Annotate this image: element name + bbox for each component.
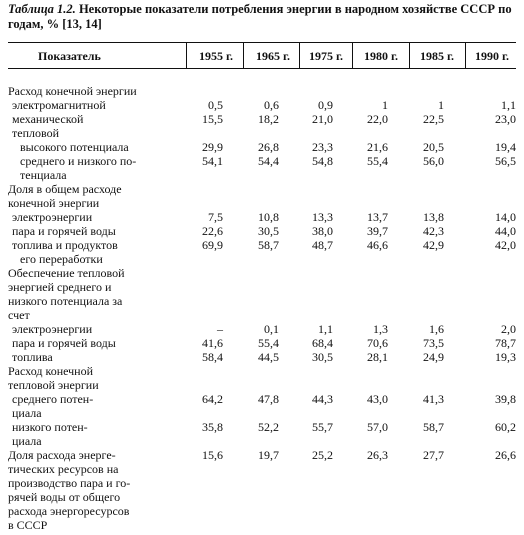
table-row	[8, 476, 518, 490]
row-label: низкого потенциала за	[8, 294, 123, 308]
header-divider	[186, 43, 187, 68]
row-label: циала	[12, 406, 42, 420]
row-label: Доля в общем расходе	[8, 182, 122, 196]
row-label: Доля расхода энерге-	[8, 448, 116, 462]
row-label: пара и горячей воды	[12, 224, 116, 238]
value-cell: 69,9	[202, 238, 223, 252]
value-cell: 29,9	[202, 140, 223, 154]
table-row	[8, 112, 518, 126]
header-year: 1985 г.	[419, 49, 455, 63]
table-row	[8, 196, 518, 210]
value-cell: 44,0	[495, 224, 516, 238]
value-cell: 68,4	[312, 336, 333, 350]
header-indicator: Показатель	[38, 49, 101, 63]
value-cell: 22,5	[423, 112, 444, 126]
row-label: электромагнитной	[12, 98, 106, 112]
value-cell: 55,7	[312, 420, 333, 434]
header-divider	[352, 43, 353, 68]
value-cell: 46,6	[367, 238, 388, 252]
table-row	[8, 364, 518, 378]
row-label: механической	[12, 112, 84, 126]
value-cell: 41,6	[202, 336, 223, 350]
table-row	[8, 350, 518, 364]
table-row	[8, 140, 518, 154]
value-cell: 19,7	[258, 448, 279, 462]
value-cell: 10,8	[258, 210, 279, 224]
row-label: низкого потен-	[12, 420, 88, 434]
table-row	[8, 490, 518, 504]
caption-text: Некоторые показатели потребления энергии в народном хозяйстве СССР по годам, % [13, 14]	[8, 2, 512, 31]
table-row	[8, 378, 518, 392]
value-cell: 1	[438, 98, 444, 112]
value-cell: 55,4	[258, 336, 279, 350]
value-cell: 0,1	[264, 322, 279, 336]
value-cell: 56,5	[495, 154, 516, 168]
value-cell: 18,2	[258, 112, 279, 126]
table-row	[8, 168, 518, 182]
table-row	[8, 182, 518, 196]
row-label: рячей воды от общего	[8, 490, 121, 504]
value-cell: 23,3	[312, 140, 333, 154]
value-cell: 26,6	[495, 448, 516, 462]
table-row	[8, 84, 518, 98]
row-label: тенциала	[20, 168, 67, 182]
value-cell: 23,0	[495, 112, 516, 126]
row-label: Расход конечной энергии	[8, 84, 137, 98]
value-cell: 22,6	[202, 224, 223, 238]
table-row	[8, 406, 518, 420]
value-cell: 42,0	[495, 238, 516, 252]
row-label: пара и горячей воды	[12, 336, 116, 350]
value-cell: 27,7	[423, 448, 444, 462]
value-cell: 30,5	[312, 350, 333, 364]
value-cell: 41,3	[423, 392, 444, 406]
table-row	[8, 392, 518, 406]
value-cell: 0,5	[208, 98, 223, 112]
value-cell: 30,5	[258, 224, 279, 238]
row-label: тепловой энергии	[8, 378, 99, 392]
row-label: расхода энергоресурсов	[8, 504, 130, 518]
value-cell: 22,0	[367, 112, 388, 126]
value-cell: 39,7	[367, 224, 388, 238]
header-divider	[243, 43, 244, 68]
table-row	[8, 322, 518, 336]
table-row	[8, 238, 518, 252]
table-row	[8, 98, 518, 112]
table-row	[8, 504, 518, 518]
table-row	[8, 518, 518, 532]
row-label: энергией среднего и	[8, 280, 112, 294]
value-cell: 70,6	[367, 336, 388, 350]
table-row	[8, 420, 518, 434]
header-year: 1980 г.	[363, 49, 399, 63]
row-label: электроэнергии	[12, 210, 93, 224]
value-cell: 1,1	[501, 98, 516, 112]
value-cell: 19,3	[495, 350, 516, 364]
value-cell: –	[217, 322, 223, 336]
value-cell: 1,6	[429, 322, 444, 336]
value-cell: 47,8	[258, 392, 279, 406]
value-cell: 13,7	[367, 210, 388, 224]
value-cell: 1,1	[318, 322, 333, 336]
header-year: 1965 г.	[255, 49, 291, 63]
header-top-rule	[8, 42, 516, 43]
value-cell: 58,7	[258, 238, 279, 252]
value-cell: 21,6	[367, 140, 388, 154]
row-label: его переработки	[20, 252, 103, 266]
value-cell: 52,2	[258, 420, 279, 434]
table-row	[8, 280, 518, 294]
value-cell: 15,5	[202, 112, 223, 126]
value-cell: 64,2	[202, 392, 223, 406]
value-cell: 13,3	[312, 210, 333, 224]
row-label: электроэнергии	[12, 322, 93, 336]
header-year: 1955 г.	[198, 49, 234, 63]
value-cell: 58,4	[202, 350, 223, 364]
value-cell: 57,0	[367, 420, 388, 434]
value-cell: 13,8	[423, 210, 444, 224]
value-cell: 26,8	[258, 140, 279, 154]
value-cell: 73,5	[423, 336, 444, 350]
row-label: циала	[12, 434, 42, 448]
value-cell: 44,3	[312, 392, 333, 406]
value-cell: 42,3	[423, 224, 444, 238]
table-row	[8, 294, 518, 308]
table-row	[8, 154, 518, 168]
value-cell: 58,7	[423, 420, 444, 434]
value-cell: 60,2	[495, 420, 516, 434]
value-cell: 28,1	[367, 350, 388, 364]
value-cell: 19,4	[495, 140, 516, 154]
row-label: производство пара и го-	[8, 476, 131, 490]
value-cell: 20,5	[423, 140, 444, 154]
caption-label: Таблица 1.2.	[8, 2, 76, 16]
row-label: Обеспечение тепловой	[8, 266, 125, 280]
header-year: 1990 г.	[474, 49, 510, 63]
value-cell: 56,0	[423, 154, 444, 168]
table-row	[8, 308, 518, 322]
value-cell: 14,0	[495, 210, 516, 224]
value-cell: 78,7	[495, 336, 516, 350]
value-cell: 44,5	[258, 350, 279, 364]
value-cell: 1,3	[373, 322, 388, 336]
table-caption	[8, 2, 516, 32]
row-label: конечной энергии	[8, 196, 100, 210]
row-label: счет	[8, 308, 30, 322]
value-cell: 42,9	[423, 238, 444, 252]
table-row	[8, 210, 518, 224]
value-cell: 0,6	[264, 98, 279, 112]
value-cell: 24,9	[423, 350, 444, 364]
table-row	[8, 434, 518, 448]
header-bottom-rule	[8, 68, 516, 69]
value-cell: 39,8	[495, 392, 516, 406]
row-label: среднего и низкого по-	[20, 154, 137, 168]
value-cell: 7,5	[208, 210, 223, 224]
row-label: топлива и продуктов	[12, 238, 118, 252]
value-cell: 25,2	[312, 448, 333, 462]
table-body	[8, 84, 518, 532]
value-cell: 55,4	[367, 154, 388, 168]
value-cell: 15,6	[202, 448, 223, 462]
row-label: тепловой	[12, 126, 59, 140]
table-row	[8, 224, 518, 238]
value-cell: 54,8	[312, 154, 333, 168]
value-cell: 0,9	[318, 98, 333, 112]
table-row	[8, 336, 518, 350]
table-row	[8, 462, 518, 476]
row-label: среднего потен-	[12, 392, 94, 406]
value-cell: 1	[382, 98, 388, 112]
table-row	[8, 252, 518, 266]
value-cell: 48,7	[312, 238, 333, 252]
row-label: высокого потенциала	[20, 140, 129, 154]
table-row	[8, 126, 518, 140]
value-cell: 26,3	[367, 448, 388, 462]
row-label: Расход конечной	[8, 364, 94, 378]
value-cell: 38,0	[312, 224, 333, 238]
table-row	[8, 448, 518, 462]
value-cell: 21,0	[312, 112, 333, 126]
value-cell: 54,1	[202, 154, 223, 168]
value-cell: 43,0	[367, 392, 388, 406]
row-label: в СССР	[8, 518, 48, 532]
header-year: 1975 г.	[308, 49, 344, 63]
value-cell: 2,0	[501, 322, 516, 336]
row-label: топлива	[12, 350, 53, 364]
table-row	[8, 266, 518, 280]
row-label: тических ресурсов на	[8, 462, 119, 476]
value-cell: 35,8	[202, 420, 223, 434]
header-divider	[409, 43, 410, 68]
value-cell: 54,4	[258, 154, 279, 168]
